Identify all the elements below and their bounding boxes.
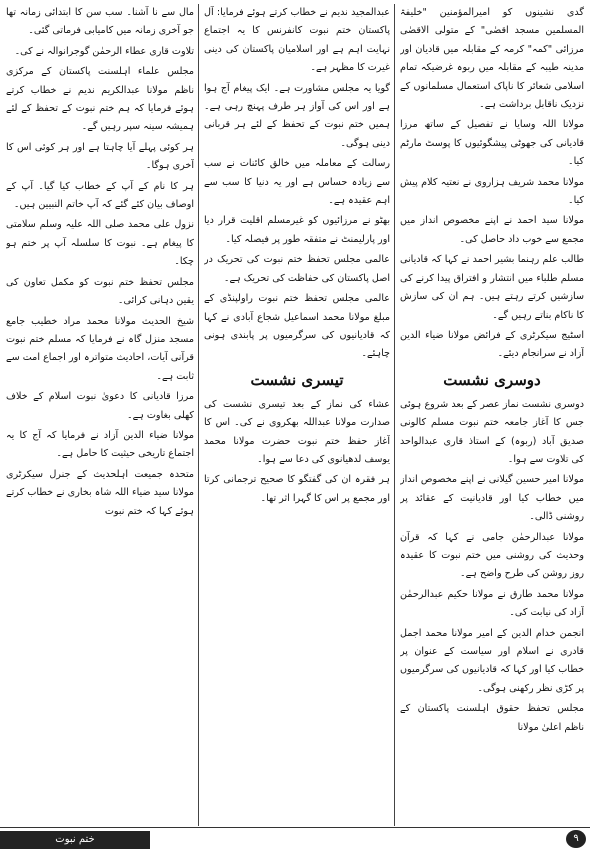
column-left	[6, 4, 194, 826]
paragraph: ہر کا نام کے آپ کے خطاب کیا گیا۔ آپ کے اوصاف بیان کئے گئے کہ آپ خاتم النبیین ہیں۔	[6, 180, 194, 211]
paragraph: مجلس تحفظ ختم نبوت کو مکمل تعاون کی یقین دہانی کرائی۔	[6, 276, 194, 307]
paragraph: متحدہ جمیعت اہلحدیث کے جنرل سیکرٹری مولانا سید ضیاء اللہ شاہ بخاری نے خطاب کرتے ہوئے کہا کہ ختم نبوت	[6, 468, 194, 517]
paragraph: دوسری نشست نماز عصر کے بعد شروع ہوئی جس کا آغاز جامعہ ختم نبوت مسلم کالونی صدیق آباد (ربوہ) کے استاذ قاری عبدالواحد کی تلاوت سے ہوا۔	[400, 398, 584, 465]
column-right-bottom	[400, 396, 584, 737]
paragraph: مولانا امیر حسین گیلانی نے اپنے مخصوص انداز میں خطاب کیا اور قادیانیت کے عقائد پر روشنی ڈالی۔	[400, 474, 584, 523]
paragraph: انجمن خدام الدین کے امیر مولانا محمد اجمل قادری نے اسلام اور سیاست کے عنوان پر خطاب کیا اور کہا کہ قادیانیوں کی سرگرمیوں پر کڑی نظر رکھنی ہوگی۔	[400, 627, 584, 694]
paragraph: مجلس تحفظ حقوق اہلسنت پاکستان کے ناظم اعلیٰ مولانا	[400, 703, 584, 733]
paragraph: مولانا محمد شریف ہزاروی نے نعتیہ کلام پیش کیا۔	[400, 176, 584, 207]
newspaper-page	[6, 4, 584, 830]
paragraph: مولانا ضیاء الدین آزاد نے فرمایا کہ آج کا یہ اجتماع تاریخی حیثیت کا حامل ہے۔	[6, 429, 194, 460]
column-middle	[204, 4, 390, 826]
paragraph: عالمی مجلس تحفظ ختم نبوت راولپنڈی کے مبلغ مولانا محمد اسماعیل شجاع آبادی نے کہا کہ قادیانیوں کی سرگرمیوں پر پابندی ہونی چاہئے۔	[204, 293, 390, 360]
paragraph: عالمی مجلس تحفظ ختم نبوت کی تحریک در اصل پاکستان کی حفاظت کی تحریک ہے۔	[204, 254, 390, 284]
paragraph: شیخ الحدیث مولانا محمد مراد خطیب جامع مسجد منزل گاہ نے فرمایا کہ مسلم ختم نبوت قرآنی آیات، احادیث متواترہ اور اجماع امت سے ثابت ہے۔	[6, 315, 194, 382]
paragraph: تلاوت قاری عطاء الرحمٰن گوجرانوالہ نے کی۔	[14, 45, 194, 57]
column-right	[400, 4, 584, 826]
page-footer	[0, 827, 590, 850]
column-left-body	[6, 4, 194, 521]
paragraph: گدی نشینوں کو امیرالمؤمنین "خلیفۃ المسلمین مسجد اقصٰی" کے متولی الاقصٰی مرزائی "کمہ" کرمہ کے مقابلہ میں قادیان اور مدینہ طیبہ کے مقابلہ میں ربوہ غرضیکہ تمام اسلامی شعائر کا ناپاک استعمال مسلمانوں کے نزدیک ناقابل برداشت ہے۔	[400, 7, 584, 111]
paragraph: بھٹو نے مرزائیوں کو غیرمسلم اقلیت قرار دیا اور پارلیمنٹ نے متفقہ طور پر فیصلہ کیا۔	[204, 215, 390, 245]
section-heading-third-session: تیسری نشست	[250, 370, 344, 389]
column-middle-top	[204, 4, 390, 364]
paragraph: عبدالمجید ندیم نے خطاب کرتے ہوئے فرمایا: آل پاکستان ختم نبوت کانفرنس کا یہ اجتماع نہایت اہم ہے اور اسلامیان پاکستان کی دینی غیرت کا مظہر ہے۔	[204, 7, 390, 74]
paragraph: عشاء کی نماز کے بعد تیسری نشست کی صدارت مولانا عبداللہ بھکروی نے کی۔ اس کا آغاز حفظ ختم نبوت حضرت مولانا محمد یوسف لدھیانوی کی دعا سے ہوا۔	[204, 398, 390, 465]
footer-band: ختم نبوت	[0, 831, 150, 849]
column-right-top	[400, 4, 584, 364]
paragraph: ہر کوئی پہلے آیا چاہتا ہے اور ہر کوئی اس کا آخری ہوگا۔	[6, 141, 194, 172]
column-divider	[394, 4, 395, 826]
paragraph: مولانا سید احمد نے اپنے مخصوص انداز میں مجمع سے خوب داد حاصل کی۔	[400, 215, 584, 245]
paragraph: مال سے نا آشنا۔ سب سن کا ابتدائی زمانہ تھا جو آخری زمانہ میں کامیابی فرماتی گئی۔	[6, 7, 194, 37]
paragraph: مولانا محمد طارق نے مولانا حکیم عبدالرحمٰن آزاد کی نیابت کی۔	[400, 588, 584, 619]
paragraph: مرزا قادیانی کا دعویٰ نبوت اسلام کے خلاف کھلی بغاوت ہے۔	[6, 391, 194, 421]
paragraph: رسالت کے معاملہ میں خالق کائنات نے سب سے زیادہ حساس ہے اور یہ دنیا کا سب سے اہم عقیدہ ہے۔	[204, 158, 390, 207]
paragraph: نزول علی محمد صلی اللہ علیہ وسلم سلامتی کا پیغام ہے۔ نبوت کا سلسلہ آپ پر ختم ہو چکا۔	[6, 219, 194, 268]
paragraph: طالب علم رہنما بشیر احمد نے کہا کہ قادیانی مسلم طلباء میں انتشار و افتراق پیدا کرنے کی سازشیں کرتے رہتے ہیں۔ ہم ان کی سازش کا ناکام بناتے رہیں گے۔	[400, 254, 584, 321]
paragraph: مولانا عبدالرحمٰن جامی نے کہا کہ قرآن وحدیث کی روشنی میں ختم نبوت کا عقیدہ روز روشن کی طرح واضح ہے۔	[400, 531, 584, 580]
paragraph: مولانا اللہ وسایا نے تفصیل کے ساتھ مرزا قادیانی کی جھوٹی پیشگوئیوں کا پوسٹ مارٹم کیا۔	[400, 119, 584, 168]
paragraph: ہر فقرہ ان کی گفتگو کا صحیح ترجمانی کرتا اور مجمع پر اس کا گہرا اثر تھا۔	[204, 474, 390, 504]
paragraph: گویا یہ مجلس مشاورت ہے۔ ایک پیغام آج ہوا ہے اور اس کی آواز ہر طرف پہنچ رہی ہے۔ ہمیں ختم نبوت کے تحفظ کے لئے ہر قربانی دینی ہوگی۔	[204, 82, 390, 149]
column-middle-bottom	[204, 396, 390, 508]
column-divider	[198, 4, 199, 826]
paragraph: اسٹیج سیکرٹری کے فرائض مولانا ضیاء الدین آزاد نے سرانجام دیئے۔	[400, 329, 584, 360]
paragraph: مجلس علماء اہلسنت پاکستان کے مرکزی ناظم مولانا عبدالکریم ندیم نے خطاب کرتے ہوئے فرمایا کہ ہم ختم نبوت کے تحفظ کے لئے ہمیشہ سینہ سپر رہیں گے۔	[6, 66, 194, 133]
section-heading-second-session: دوسری نشست	[443, 370, 541, 389]
page-number: ۹	[566, 830, 586, 848]
